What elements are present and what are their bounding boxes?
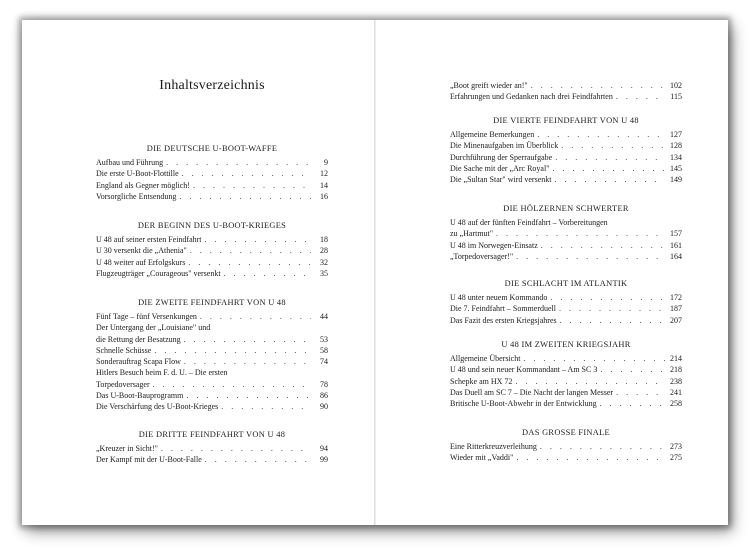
toc-entry [96, 345, 328, 356]
entry-title: Schnelle Schüsse [96, 345, 152, 355]
dot-leader [154, 345, 311, 356]
toc-entry [450, 452, 682, 463]
entry-page-number: 90 [320, 402, 328, 412]
entry-title: Durchführung der Sperraufgabe [450, 152, 553, 162]
dot-leader [537, 129, 665, 140]
toc-entry [96, 157, 328, 168]
entry-page-number: 14 [320, 180, 328, 190]
entry-title: U 48 auf seiner ersten Feindfahrt [96, 235, 202, 244]
dot-leader [205, 454, 311, 465]
dot-leader [190, 245, 311, 256]
dot-leader [188, 257, 311, 268]
toc-entry: Hitlers Besuch beim F. d. U. – Die ersten [96, 368, 228, 378]
toc-entry [450, 303, 682, 314]
toc-entry [450, 364, 682, 375]
entry-title: Aufbau und Führung [96, 158, 164, 167]
toc-entry [450, 129, 682, 140]
entry-title: Sonderauftrag Scapa Flow [96, 357, 181, 367]
entry-page-number: 149 [670, 175, 682, 185]
entry-page-number: 128 [670, 141, 682, 151]
entry-title: Britische U-Boot-Abwehr in der Entwicklung [450, 399, 597, 409]
page-title: Inhaltsverzeichnis [159, 78, 265, 93]
toc-entry [450, 228, 682, 239]
dot-leader [161, 443, 311, 454]
dot-leader [515, 376, 665, 387]
section-heading: DIE HÖLZERNEN SCHWERTER [503, 204, 629, 213]
dot-leader [153, 379, 311, 390]
entry-title: die Rettung der Besatzung [96, 334, 181, 344]
toc-entry [450, 240, 682, 251]
dot-leader [531, 80, 665, 91]
entry-title: Allgemeine Übersicht [450, 354, 521, 363]
toc-entry [96, 257, 328, 268]
toc-entry [96, 234, 328, 245]
dot-leader [224, 268, 311, 279]
entry-page-number: 28 [320, 246, 328, 256]
toc-entry [450, 315, 682, 326]
entry-title: zu „Hartmut" [450, 229, 494, 239]
entry-page-number: 115 [670, 92, 682, 102]
toc-entry [450, 152, 682, 163]
entry-page-number: 238 [670, 376, 682, 386]
entry-page-number: 53 [320, 334, 328, 344]
toc-entry [96, 334, 328, 345]
entry-title: Torpedoversager [96, 379, 150, 389]
dot-leader [550, 292, 665, 303]
entry-title: „Boot greift wieder an!" [450, 81, 528, 90]
toc-section [450, 279, 682, 326]
section-heading: DIE SCHLACHT IM ATLANTIK [504, 279, 628, 288]
dot-leader [554, 174, 665, 185]
toc-entry [96, 379, 328, 390]
entry-page-number: 58 [320, 345, 328, 355]
entry-page-number: 74 [320, 357, 328, 367]
dot-leader [555, 152, 665, 163]
toc-entry [450, 292, 682, 303]
dot-leader [221, 401, 311, 412]
entry-title: Flugzeugträger „Courageous" versenkt [96, 268, 221, 278]
entry-title: Allgemeine Bemerkungen [450, 130, 535, 139]
toc-entry [450, 91, 682, 102]
entry-title: Das Duell am SC 7 – Die Nacht der langen Messer [450, 387, 614, 397]
dot-leader [560, 315, 665, 326]
dot-leader [205, 234, 311, 245]
entry-title: Das U-Boot-Bauprogramm [96, 391, 184, 401]
entry-page-number: 258 [670, 399, 682, 409]
toc-entry [450, 398, 682, 409]
page-gutter [374, 20, 376, 525]
section-heading: U 48 IM ZWEITEN KRIEGSJAHR [501, 340, 631, 349]
entry-title: „Kreuzer in Sicht!" [96, 444, 158, 453]
section-heading: DAS GROSSE FINALE [522, 428, 610, 437]
entry-page-number: 86 [320, 391, 328, 401]
entry-page-number: 16 [320, 191, 328, 201]
dot-leader [561, 140, 665, 151]
toc-section [96, 144, 328, 202]
entry-title: Fünf Tage – fünf Versenkungen [96, 312, 197, 321]
dot-leader [182, 168, 311, 179]
toc-entry [96, 245, 328, 256]
entry-page-number: 145 [670, 163, 682, 173]
book-spread [22, 20, 728, 525]
toc-entry [450, 140, 682, 151]
section-heading: DIE DEUTSCHE U-BOOT-WAFFE [146, 144, 278, 153]
entry-page-number: 127 [670, 130, 682, 139]
toc-section [450, 340, 682, 409]
entry-page-number: 275 [670, 453, 682, 463]
dot-leader [523, 353, 665, 364]
toc-entry [96, 168, 328, 179]
dot-leader [200, 311, 311, 322]
dot-leader [516, 251, 665, 262]
toc-entry [450, 441, 682, 452]
entry-page-number: 164 [670, 251, 682, 261]
entry-title: Der Kampf mit der U-Boot-Falle [96, 455, 202, 465]
entry-title: Schepke am HX 72 [450, 376, 513, 386]
entry-title: Wieder mit „Vaddi" [450, 453, 514, 463]
entry-title: Das Fazit des ersten Kriegsjahres [450, 315, 557, 325]
entry-page-number: 9 [324, 158, 328, 167]
dot-leader [166, 157, 311, 168]
entry-page-number: 32 [320, 257, 328, 267]
dot-leader [496, 228, 665, 239]
dot-leader [179, 191, 311, 202]
dot-leader [184, 356, 311, 367]
dot-leader [541, 240, 665, 251]
entry-page-number: 99 [320, 455, 328, 465]
entry-page-number: 102 [670, 81, 682, 90]
entry-title: England als Gegner möglich! [96, 180, 190, 190]
entry-title: „Torpedoversager!" [450, 251, 514, 261]
dot-leader [193, 180, 311, 191]
entry-page-number: 134 [670, 152, 682, 162]
toc-entry [96, 191, 328, 202]
dot-leader [184, 334, 311, 345]
toc-entry [450, 387, 682, 398]
toc-entry [96, 311, 328, 322]
toc-entry [96, 180, 328, 191]
toc-entry [450, 80, 682, 91]
toc-entry [96, 390, 328, 401]
toc-entry [96, 454, 328, 465]
entry-page-number: 207 [670, 315, 682, 325]
section-heading: DIE ZWEITE FEINDFAHRT VON U 48 [138, 298, 286, 307]
entry-title: Eine Ritterkreuzverleihung [450, 442, 537, 451]
entry-title: U 48 unter neuem Kommando [450, 293, 548, 302]
entry-title: U 48 und sein neuer Kommandant – Am SC 3 [450, 365, 598, 375]
entry-page-number: 214 [670, 354, 682, 363]
toc-section [450, 204, 682, 262]
entry-page-number: 78 [320, 379, 328, 389]
section-heading: DIE VIERTE FEINDFAHRT VON U 48 [493, 116, 639, 125]
entry-title: Die erste U-Boot-Flottille [96, 169, 179, 179]
toc-entry: Der Untergang der „Louisiane" und [96, 323, 211, 333]
entry-page-number: 94 [320, 444, 328, 453]
toc-entry [96, 401, 328, 412]
entry-page-number: 172 [670, 293, 682, 302]
toc-section [96, 430, 328, 466]
entry-title: U 48 im Norwegen-Einsatz [450, 240, 538, 250]
entry-page-number: 218 [670, 365, 682, 375]
dot-leader [186, 390, 311, 401]
entry-page-number: 241 [670, 387, 682, 397]
toc-entry [450, 353, 682, 364]
entry-page-number: 161 [670, 240, 682, 250]
dot-leader [616, 91, 665, 102]
entry-page-number: 12 [320, 169, 328, 179]
entry-title: U 48 weiter auf Erfolgskurs [96, 257, 186, 267]
dot-leader [540, 441, 665, 452]
dot-leader [559, 303, 665, 314]
toc-entry [450, 251, 682, 262]
toc-section [450, 116, 682, 185]
entry-title: Die Minenaufgaben im Überblick [450, 141, 559, 151]
toc-section [96, 221, 328, 279]
dot-leader [516, 452, 665, 463]
entry-title: Die Verschärfung des U-Boot-Krieges [96, 402, 219, 412]
entry-title: Die 7. Feindfahrt – Sommerduell [450, 304, 556, 314]
entry-title: Die Sache mit der „Arc Royal" [450, 163, 550, 173]
section-heading: DER BEGINN DES U-BOOT-KRIEGES [137, 221, 287, 230]
entry-title: U 30 versenkt die „Athenia" [96, 246, 187, 256]
toc-entry [96, 443, 328, 454]
toc-entry [450, 376, 682, 387]
toc-entry: U 48 auf der fünften Feindfahrt – Vorbereitungen [450, 218, 608, 227]
toc-entry [450, 163, 682, 174]
entry-page-number: 44 [320, 312, 328, 321]
dot-leader [600, 364, 665, 375]
toc-section [450, 428, 682, 464]
dot-leader [600, 398, 665, 409]
continued-entries [450, 80, 682, 103]
entry-page-number: 35 [320, 268, 328, 278]
entry-page-number: 273 [670, 442, 682, 451]
toc-entry [450, 174, 682, 185]
toc-entry [96, 268, 328, 279]
entry-page-number: 18 [320, 235, 328, 244]
toc-entry [96, 356, 328, 367]
entry-title: Vorsorgliche Entsendung [96, 191, 177, 201]
section-heading: DIE DRITTE FEINDFAHRT VON U 48 [138, 430, 286, 439]
entry-page-number: 187 [670, 304, 682, 314]
entry-page-number: 157 [670, 229, 682, 239]
entry-title: Die „Sultan Star" wird versenkt [450, 175, 552, 185]
dot-leader [552, 163, 665, 174]
dot-leader [616, 387, 665, 398]
toc-section [96, 298, 328, 413]
entry-title: Erfahrungen und Gedanken nach drei Feindfahrten [450, 92, 613, 102]
